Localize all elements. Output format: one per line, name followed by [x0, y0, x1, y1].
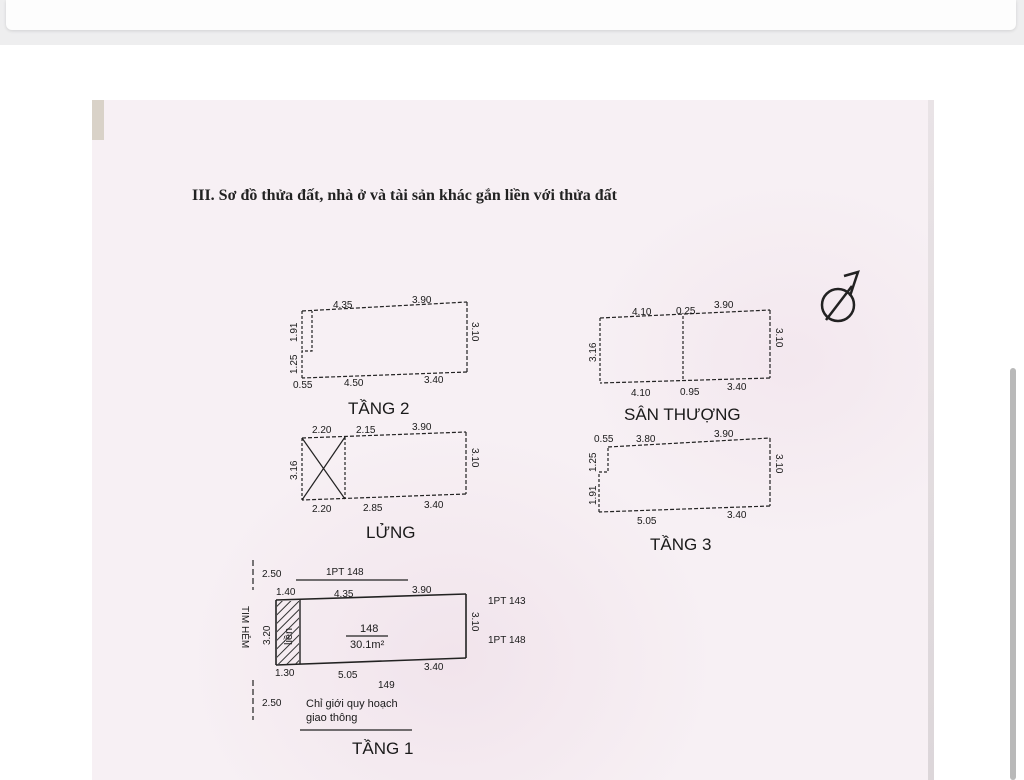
tang3-bottom-2: 3.40	[727, 510, 747, 521]
tang2-bottom-2: 4.50	[344, 378, 364, 389]
label-san-thuong: SÂN THƯỢNG	[624, 405, 741, 424]
tang3-left-2: 1.91	[588, 485, 599, 505]
tang1-neighbor-bottom: 149	[378, 680, 395, 691]
tang3-left-1: 1.25	[588, 452, 599, 472]
tang1-offset-top: 2.50	[262, 569, 282, 580]
tang2-bottom-3: 3.40	[424, 375, 444, 386]
tang2-right: 3.10	[469, 322, 480, 342]
label-tang-3: TẦNG 3	[650, 535, 712, 554]
tang1-note-line2: giao thông	[306, 712, 358, 724]
tang1-offset-bottom: 2.50	[262, 698, 282, 709]
floor-plan-tang-2	[302, 302, 467, 378]
san-thuong-right: 3.10	[773, 328, 784, 348]
tang1-neighbor-right-bottom: 1PT 148	[488, 635, 526, 646]
tang1-neighbor-top: 1PT 148	[326, 567, 364, 578]
san-thuong-bottom-1: 4.10	[631, 388, 651, 399]
lung-top-1: 2.20	[312, 425, 332, 436]
tang1-top-1: 1.40	[276, 587, 296, 598]
tang1-street: TIM HẺM	[239, 606, 250, 649]
san-thuong-top-1: 4.10	[632, 307, 652, 318]
north-arrow-icon	[822, 272, 858, 321]
san-thuong-bottom-3: 3.40	[727, 382, 747, 393]
floor-plan-san-thuong	[600, 310, 770, 383]
lung-bottom-2: 2.85	[363, 503, 383, 514]
label-tang-2: TẦNG 2	[348, 399, 410, 418]
tang1-left: 3.20	[262, 625, 273, 645]
tang1-bottom-2: 5.05	[338, 670, 358, 681]
tang3-top-2: 3.80	[636, 434, 656, 445]
floor-plan-lung	[302, 432, 466, 500]
tang3-right: 3.10	[773, 454, 784, 474]
tang1-top-3: 3.90	[412, 585, 432, 596]
tang1-bottom-3: 3.40	[424, 662, 444, 673]
tang1-area: 30.1m²	[350, 639, 385, 651]
tang3-top-1: 0.55	[594, 434, 614, 445]
lung-left: 3.16	[289, 460, 300, 480]
tang1-right: 3.10	[469, 612, 480, 632]
san-thuong-bottom-2: 0.95	[680, 387, 700, 398]
lung-right: 3.10	[469, 448, 480, 468]
tang1-lien: liền	[283, 627, 295, 645]
san-thuong-top-2: 0.25	[676, 306, 696, 317]
tang2-bottom-1: 0.55	[293, 380, 313, 391]
tang1-top-2: 4.35	[334, 589, 354, 600]
tang2-left-2: 1.25	[289, 354, 300, 374]
san-thuong-left: 3.16	[588, 342, 599, 362]
lung-bottom-3: 3.40	[424, 500, 444, 511]
label-tang-1: TẦNG 1	[352, 739, 414, 758]
tang1-parcel-no: 148	[360, 623, 379, 635]
lung-top-3: 3.90	[412, 422, 432, 433]
tang2-top-2: 3.90	[412, 295, 432, 306]
tang1-neighbor-right-top: 1PT 143	[488, 596, 526, 607]
tang3-bottom-1: 5.05	[637, 516, 657, 527]
floor-plan-tang-3	[599, 438, 770, 512]
section-title: III. Sơ đồ thửa đất, nhà ở và tài sản khác gắn liền với thửa đất	[192, 187, 617, 204]
tang3-top-3: 3.90	[714, 429, 734, 440]
label-lung: LỬNG	[366, 523, 416, 542]
san-thuong-top-3: 3.90	[714, 300, 734, 311]
tang1-note-line1: Chỉ giới quy hoạch	[306, 698, 398, 710]
tang1-bottom-1: 1.30	[275, 668, 295, 679]
tang2-top-1: 4.35	[333, 300, 353, 311]
tang2-left-1: 1.91	[289, 322, 300, 342]
lung-top-2: 2.15	[356, 425, 376, 436]
lung-bottom-1: 2.20	[312, 504, 332, 515]
